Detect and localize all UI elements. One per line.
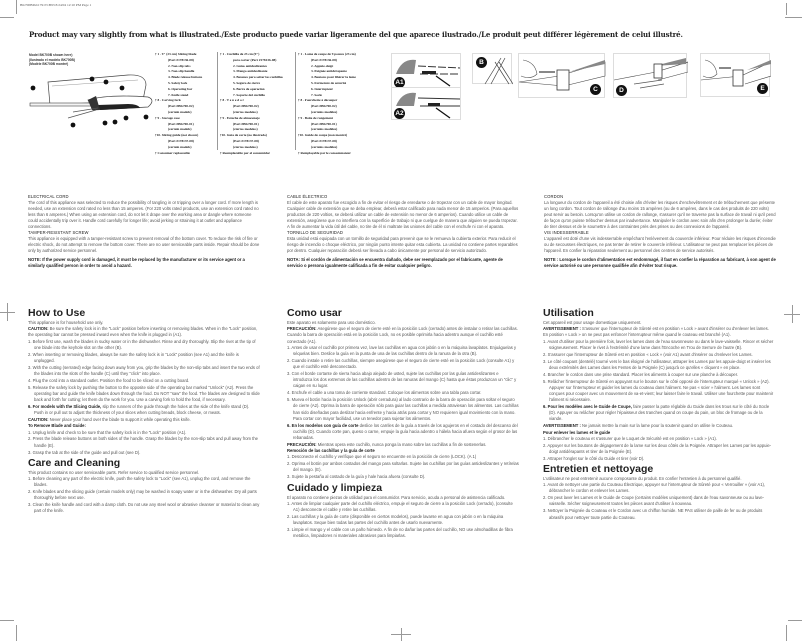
- part-item: (Part #178137-08): [233, 138, 259, 143]
- step: 4. Enchufe el cable a una toma de corriente standard. Coloque los alimentos sobre una tabla para cortar.: [287, 390, 482, 396]
- care-steps: [543, 482, 775, 521]
- caution-text: Be sure the safety lock is in the "Lock" position before inserting or removing blades. When in the "Lock" position, the operating bar cannot be pressed inward even when the knife is plugged in (A1).: [28, 326, 258, 338]
- section-heading: ELECTRICAL CORD: [28, 194, 69, 199]
- part-item: (ciertos modelos): [233, 144, 258, 149]
- figure-a1: [391, 53, 461, 88]
- paragraph: This appliance is equipped with a tamper-resistant screw to prevent removal of the bottom cover. To reduce the risk of fire or electric shock, do not attempt to remove the bottom cover. There are no user serviceable parts inside. Repair should be done only by authorized service personnel.: [28, 236, 260, 253]
- caution: [543, 326, 775, 338]
- heading-how-to-use: How to Use: [28, 307, 86, 319]
- paragraph: El cable de este aparato fue escogido a fin de evitar el riesgo de enredarse o de tropezar con un cable de mayor longitud. Cualquier cable de extensión que se deba emplear, deberá estar calificado para nada menor de 15 amperios. (Para aquellos productos de 220 voltios, se deberá utilizar un cable de extensión no menor de 6 amperios). Cuando utilice un cable de extensión, asegúrese que no interfiera con la superficie de trabajo ni que cuelgue de manera que alguien se pueda tropezar. A fin de aumentar la vida útil del cable, no tire de él ni maltrate las uniones del cable con el enchufe ni con el aparato.: [287, 200, 519, 229]
- step: 3. Con el borde cortante de sierra hacia abajo alejado de usted, sujete las cuchillas por las guías antideslizantes e introduzca los dos extremos de las cuchillas adentro de las ranuras del mango (C) hasta que éstas produzcan un "clic" y caigan en su lugar.: [287, 371, 517, 389]
- caution-label: PRECAUCIÓN:: [287, 441, 317, 447]
- step-label: 6. Pour les modèles avec le Guide de Coupe,: [543, 404, 632, 410]
- part-item: (Part #BK700-02): [233, 104, 259, 109]
- heading-how-to-use: Utilisation: [543, 307, 594, 319]
- step: 1. Avant de nettoyer une partie du Couteau Électrique, appuyer sur l'interrupteur de Sûreté pour « Verrouiller » (voir A1), débrancher le cordon et enlever les Lames.: [543, 482, 766, 494]
- step: [543, 404, 775, 423]
- step: 2. Appuyer sur les boutons de dégagement de la lame sur les deux côtés de la Poignée. Attraper les Lames par les appuie-doigt antidérapants et tirer de la Poignée (E).: [543, 442, 772, 454]
- registration-mark: [0, 312, 15, 313]
- heading-how-to-use: Como usar: [287, 307, 342, 319]
- page-title: Product may vary slightly from what is illustrated./Este producto puede variar ligeramente del que aparece ilustrado./Le produit peut différer légèrement de celui illustré.: [29, 30, 683, 39]
- heading-care: Care and Cleaning: [28, 456, 121, 469]
- step: 1. Débrancher le couteau et s'assurer que le Loquet de Sécurité est en position « Lock » (A1).: [543, 435, 717, 441]
- part-item: † 1 . 9" (23 cm) Slicing blade: [155, 52, 197, 56]
- step-label: 6. En los modelos con guía de corte: [287, 422, 359, 428]
- part-item: (ciertos modelos): [233, 127, 258, 132]
- step-text: deslice los carriles de la guía a través de los agujeros en el costado del descanso del cuchillo (D). Cuando corte pan, queso o carne, empuje la guía hacia adentro o hálela hacia afuera según el grosor de las rebanadas.: [293, 422, 518, 441]
- part-item: † Consumer replaceable: [155, 150, 190, 155]
- note: NOTA: Si el cordón de alimentación se encuentra dañado, debe ser reemplazado por el fabricante, agente de servicio o persona igualmente calificada a fin de evitar cualquier peligro.: [287, 257, 503, 268]
- section-es: [287, 306, 519, 540]
- step: 3. Limpie el mango y el cable con un paño húmedo. A fin de no dañar las partes del cuchillo, NO use almohadillas de fibra metálica, limpiadores ni materiales abrasivos para limpiarlas.: [287, 526, 513, 539]
- paragraph: El aparato no contiene piezas de utilidad para el consumidor. Para servicio, acuda a personal de asistencia calificado.: [287, 494, 506, 500]
- part-item: 7. Socle: [311, 92, 322, 97]
- part-item: (ciertos modelos): [233, 109, 258, 114]
- crop-mark: [16, 0, 17, 14]
- section-heading: TAMPER-RESISTANT SCREW: [28, 230, 89, 235]
- part-item: † 9 . Boîte de rangement: [298, 115, 334, 120]
- subheading: To Remove Blade and Guide:: [28, 423, 86, 429]
- part-item: (Part #BK700-01): [233, 121, 259, 126]
- part-item: 7. Knife stand: [168, 92, 189, 97]
- parts-list-es: [220, 52, 283, 156]
- crop-mark: [788, 620, 802, 621]
- step: 4. Brancher le cordon dans une prise standard. Placer les aliments à couper sur une planche à découper.: [543, 371, 739, 377]
- section-fr: [543, 306, 775, 521]
- part-item: † 9 . Storage case: [155, 115, 180, 120]
- part-item: (Part #BK700-01): [168, 121, 194, 126]
- part-item: 4. Blade release buttons: [168, 75, 203, 80]
- part-item: (certains modèles): [311, 144, 338, 149]
- registration-mark: [391, 634, 411, 635]
- section-heading: CABLE ÉLECTRICO: [287, 194, 328, 199]
- part-item: 2. Guías antideslizantes: [233, 63, 268, 68]
- step-text: slip the runners of the guide through the holes at the side of the knife stand (D). Push in or pull out to adjust the thickness of your slices when cutting breads, block cheese, or meats.: [34, 404, 250, 416]
- part-item: †10. Guía de corte (no ilustrado): [220, 133, 267, 138]
- parts-list-en: [155, 52, 202, 156]
- part-item: (Part #178136-08): [311, 57, 337, 62]
- caution-text: Never place your hand over the blade to support it while operating this knife.: [48, 417, 191, 423]
- subheading: Remoción de las cuchillas y la guía de corte: [287, 448, 375, 454]
- figure-label: D: [616, 85, 627, 96]
- section-heading: CORDON: [544, 194, 564, 199]
- caution-label: AVERTISSEMENT :: [543, 326, 581, 332]
- section-heading: TORNILLO DE SEGURIDAD: [287, 230, 344, 235]
- part-item: (Part #BK700-02): [168, 104, 194, 109]
- figure-label: C: [590, 84, 601, 95]
- paragraph: Este aparato es solamente para uso doméstico.: [287, 320, 376, 325]
- step: 1. Antes de usar el cuchillo por primera vez, lave las cuchillas en agua con jabón o en la máquina lavaplatos. Enjuáguelas y séquelas bien. Deslice la guía en la punta de una de las cuchillas dentro de la ranura de la otra (B).: [287, 344, 517, 357]
- steps-list: [28, 339, 260, 417]
- part-item: (Part #178137-08): [311, 138, 337, 143]
- caution-text: S'assurer que l'interrupteur de Sûreté est en position « Lock » avant d'insérer ou d'enlever les lames. En position « Lock » on ne peut pas enfoncer l'interrupteur même quand le couteau est branché (A1).: [543, 326, 769, 338]
- step: 2. Oprima el botón por ambos costados del mango para soltarlas. Sujete las cuchillas por las guías antideslizantes y retírelas del mango. (E).: [287, 461, 519, 473]
- step: 2. Press the blade release buttons on both sides of the handle. Grasp the blades by the non-slip tabs and pull away from the handle (E).: [28, 436, 258, 448]
- step: 1. Desconecte el cuchillo y verifique que el seguro se encuentre en la posición de cierre (LOCK). (A 1): [287, 454, 477, 460]
- part-item: 7. Soporte del cuchillo: [233, 92, 266, 97]
- step: 2. When inserting or removing blades, always be sure the safety lock is in "Lock" position (see A1) and the knife is unplugged.: [28, 351, 239, 363]
- steps-list: [287, 345, 519, 441]
- caution-label: CAUTION:: [28, 326, 49, 332]
- part-item: 5. Fermeture de sécurité: [311, 80, 347, 85]
- crop-mark: [0, 620, 14, 621]
- heading-care: Cuidado y limpieza: [287, 481, 383, 494]
- crop-mark: [786, 3, 787, 15]
- part-item: 6. Operating bar: [168, 86, 193, 91]
- step-label: 6. For models with the Slicing Guide,: [28, 404, 102, 410]
- step: 2. Las cuchillas y la guía de corte (disponible en ciertos modelos), puede lavarse en agua con jabón o en la máquina lavaplatos. Seque bien todas las partes del cuchillo antes de usarlo nuevamente.: [287, 513, 504, 526]
- figure-b: [472, 53, 512, 84]
- remove-steps: [287, 454, 519, 480]
- care-steps: [28, 476, 260, 515]
- figure-e: [700, 53, 770, 97]
- figure-label: A1: [395, 79, 404, 86]
- step: 1. Unplug knife and check to be sure that the safety lock is in the "Lock" position (A1).: [28, 429, 187, 435]
- part-item: † 8 . T e n e d o r: [220, 98, 244, 103]
- paragraph: Cet appareil est pour usage domestique uniquement.: [543, 320, 642, 325]
- step: 3. Nettoyer la Poignée du Couteau et le Cordon avec un chiffon humide. NE PAS utiliser de paille de fer ou de produits abrasifs pour nettoyer toute partie du Couteau.: [543, 508, 763, 520]
- part-item: †10. Guide de coupe (non montré): [298, 133, 348, 138]
- part-item: 5. Seguro de cierre: [233, 80, 260, 85]
- paragraph: This appliance is for household use only.: [28, 320, 104, 325]
- step: 1. Antes de limpiar cualquier parte del cuchillo eléctrico, empuje el seguro de cierre a la posición Lock (cerrado), (consulte A1) desconecte el cable y retire las cuchillas.: [287, 500, 513, 512]
- step: [287, 423, 519, 442]
- step: 1. Avant d'utiliser pour la première fois, laver les lames dans de l'eau savonneuse ou dans le lave-vaisselle. Rincer et sécher soigneusement. Placer le rivet à l'extrémité d'une lame dans l'Encoche en Trou de Serrure de l'autre (B).: [543, 338, 774, 350]
- model-note-line: Model BK700B shown here): [29, 53, 73, 57]
- note: NOTE : Lorsque le cordon d'alimentation est endommagé, il faut en confier la réparation au fabricant, à son agent de service autorisé ou une personne qualifiée afin d'éviter tout risque.: [544, 257, 776, 268]
- part-item: † 8 . Fourchette à découper: [298, 98, 338, 103]
- paragraph: La longueur du cordon de l'appareil a été choisie afin d'éviter les risques d'enchevêtrement et de trébuchement que présente un long cordon. Tout cordon de rallonge d'au moins 15 ampères (ou de 6 ampères, dans le cas des produits de 220 volts) peut servir au besoin. Lorsqu'on utilise un cordon de rallonge, s'assurer qu'il ne traverse pas la surface de travail ni qu'il pend de façon qu'on puisse trébucher dessus par inadvertance. Manipuler le cordon avec soin afin d'en prolonger la durée; éviter de tirer dessus et de le soumettre à des contraintes près des prises ou des connexions de l'appareil.: [544, 200, 776, 229]
- model-note-line: (Modèle BK700B montré): [29, 62, 69, 66]
- figure-label: E: [757, 83, 768, 94]
- registration-mark: [784, 314, 800, 315]
- step: 2. On peut laver les Lames et le Guide de Coupe (certains modèles uniquement) dans de l'eau savonneuse ou au lave-vaisselle. Sécher soigneusement toutes les pièces avant d'utiliser à nouveau.: [543, 495, 765, 507]
- step: 3. Le côté coupant (dentelé) tourné vers le bas éloigné de l'utilisateur, attraper les Lames par les appuie-doigt et insérer les deux extrémités des Lames dans les Fentes de la Poignée (C) jusqu'à ce qu'elles « cliquent » en place.: [543, 358, 771, 370]
- part-item: † 9 . Estuche de almacenaje: [220, 115, 260, 120]
- parts-list-fr: [298, 52, 356, 156]
- step: 3. Attraper l'onglet sur le côté du Guide et tirer (voir D).: [543, 455, 645, 461]
- part-item: (Part #BK700-01): [311, 121, 337, 126]
- part-item: 3. Poignée antidérapante: [311, 69, 347, 74]
- cord-section-en: [28, 194, 260, 269]
- part-item: † 8 . Carving fork: [155, 98, 181, 103]
- step: 5. Mueva el botón hacia la posición Unlock (abrir cerradura) al lado contrario de la barra de operación para soltar el seguro de cierre (A2). Oprima la barra de operación sólo para guiar las cuchillas a medida atraviesan los alimentos. Las cuchillas han sido diseñadas para deslizar hacia enfrente y hacia atrás para cortar y NO requieren igual movimiento con la mano. Para cortar con mayor facilidad, use un tenedor para sujetar los alimentos.: [287, 397, 519, 421]
- part-item: para cortar (Part #178136-08): [233, 57, 277, 62]
- part-item: 6. Barra de operación: [233, 86, 265, 91]
- caution-text: Asegúrese que el seguro de cierre esté en la posición Lock (cerrado) antes de instalar o retirar las cuchillas. Cuando la barra de operación está en la posición Lock, no es posible oprimirla hacia adentro aunque el cuchillo esté conectado (A1).: [287, 326, 518, 344]
- caution-text: Mientras opera este cuchillo, nunca ponga la mano sobre las cuchillas a fin de sostenerlas.: [316, 441, 487, 447]
- part-item: † 1 . Cuchilla de 23 cm (9"): [220, 52, 260, 56]
- step: 3. With the cutting (serrated) edge facing down away from you, grip the blades by the non-slip tabs and insert the two ends of the blades into the slots of the handle (C) until they "click" into place.: [28, 364, 260, 376]
- part-item: (Part #178136-08): [168, 57, 194, 62]
- divider: [217, 52, 218, 150]
- crop-mark: [0, 17, 14, 18]
- crop-mark: [16, 625, 17, 641]
- steps-list: [543, 339, 775, 423]
- part-item: (Part #BK700-02): [311, 104, 337, 109]
- caution: [287, 326, 519, 345]
- part-item: 2. Appuie-doigt: [311, 63, 334, 68]
- figure-c: [518, 53, 605, 98]
- step: 3. Grasp the tab at the side of the guide and pull out (see D).: [28, 449, 141, 455]
- part-item: 2. Non-slip tabs: [168, 63, 191, 68]
- crop-mark: [786, 625, 787, 641]
- figure-a2: [391, 87, 461, 120]
- part-item: (certain models): [168, 109, 192, 114]
- part-item: (certain models): [168, 127, 192, 132]
- figure-d: [613, 53, 687, 98]
- caution-label: CAUTION:: [28, 417, 49, 423]
- divider: [295, 52, 296, 150]
- heading-care: Entretien et nettoyage: [543, 462, 654, 475]
- print-header: BK700BPub1791T1B93 8/24/04 12:10 PM Page 1: [20, 3, 92, 7]
- step: 3. Sujete la pestaña al costado de la guía y hale hacia afuera (consulte D).: [287, 474, 426, 480]
- step: 2. Cuando instale o retire las cuchillas, siempre asegúrese que el seguro de cierre esté en la posición Lock (consulte A1) y que el cuchillo esté desconectado.: [287, 357, 515, 370]
- subheading: Pour enlever les lames et le guide: [543, 429, 611, 435]
- part-item: 3. Non-slip handle: [168, 69, 195, 74]
- part-item: 5. Safety lock: [168, 80, 188, 85]
- part-item: (certains modèles): [311, 109, 338, 114]
- step: 1. Before cleaning any part of the electric knife, push the safety lock to "Lock" (see A1), unplug the cord, and remove the blades.: [28, 475, 251, 488]
- crop-mark: [785, 17, 802, 18]
- part-item: 4. Botones para soltar las cuchillas: [233, 75, 283, 80]
- step-text: faire passer la patte réglable du Guide dans les trous sur le côté du Socle (D). Appuyer ou relâcher pour régler l'épaisseur des tranches quand on coupe du pain, un bloc de fromage ou de la viande.: [549, 404, 770, 422]
- caution-label: AVERTISSEMENT :: [543, 423, 581, 429]
- part-item: 3. Mango antideslizante: [233, 69, 268, 74]
- cord-section-es: [287, 194, 519, 269]
- paragraph: L'appareil est doté d'une vis indesserrable empêchant l'enlèvement du couvercle inférieur. Pour réduire les risques d'incendie ou de secousses électriques, ne pas tenter de retirer le couvercle inférieur. L'utilisateur ne peut pas remplacer les pièces de l'appareil. En confier la réparation seulement au personnel des centres de service autorisés.: [544, 236, 776, 253]
- part-item: 6. Interrupteur: [311, 86, 334, 91]
- step: 2. Knife blades and the slicing guide (certain models only) may be washed in soapy water or in the dishwasher. Dry all parts thoroughly before next use.: [28, 489, 257, 501]
- step: 4. Plug the cord into a standard outlet. Position the food to be sliced on a cutting board.: [28, 377, 190, 383]
- remove-steps: [543, 436, 775, 462]
- step: 5. Relâcher l'interrupteur de Sûreté en appuyant sur le bouton sur le côté opposé de l'interrupteur marqué « Unlock » (A2). Appuyer sur l'interrupteur et guider les lames du couteau dans l'aliment. Ne pas « scier » l'aliment. Les lames sont conçues pour couper avec un mouvement de va-et-vient; leur laisser faire le travail. Utiliser une fourchette pour maintenir l'aliment si nécessaire.: [543, 378, 774, 403]
- figure-label: A2: [395, 110, 404, 117]
- part-item: † Remplaçable par le consommateur: [298, 150, 351, 155]
- model-note-line: (Ilustrado el modelo BK700B): [29, 57, 75, 62]
- paragraph: Esta unidad está equipada con un tornillo de seguridad para prevenir que se le remueva la cubierta exterior. Para reducir el riesgo de incendio o choque eléctrico, por ningún punto intente quitar esta cubierta. La unidad no contiene partes reparables por dentro. Cualquier reparación deberá ser llevada a cabo únicamente por personal de servicio autorizado.: [287, 236, 518, 253]
- caution-text: Ne jamais mettre la main sur la lame pour la soutenir quand on utilise le Couteau.: [580, 423, 734, 429]
- caution: [28, 326, 260, 338]
- part-item: †10. Slicing guide (not shown): [155, 133, 199, 138]
- care-steps: [287, 501, 519, 540]
- caution-label: PRECAUCIÓN:: [287, 326, 317, 332]
- part-item: (Part #178137-08): [168, 138, 194, 143]
- step: 1. Before first use, wash the blades in sudsy water or in the dishwasher. Rinse and dry thoroughly. Slip the rivet at the tip of one blade into the keyhole slot on the other (B).: [28, 338, 256, 350]
- cord-section-fr: [544, 194, 776, 269]
- section-heading: VIS INDESSERRABLE: [544, 230, 589, 235]
- step: [28, 404, 260, 416]
- part-item: 4. Boutons pour libérer la lame: [311, 75, 356, 80]
- paragraph: This product contains no user serviceable parts. Refer service to qualified service personnel.: [28, 469, 200, 475]
- part-item: † Reemplazable por el consumidor: [220, 150, 271, 155]
- note: NOTE: If the power supply cord is damaged, it must be replaced by the manufacturer or its service agent or a similarly qualified person in order to avoid a hazard.: [28, 257, 245, 268]
- paragraph: L'utilisateur ne peut entretenir aucune composante du produit. En confier l'entretien à du personnel qualifié.: [543, 475, 742, 481]
- paragraph: The cord of this appliance was selected to reduce the possibility of tangling in or tripping over a longer cord. If more length is needed, use an extension cord rated no less than 15 amperes. (For 220 volts rated products, use an extension cord rated no less than 6 amperes.) When using an extension cord, do not let it drape over the working area or dangle where someone could accidentally trip over it. Handle cord carefully for longer life; avoid jerking or straining it at outlet and appliance connections.: [28, 200, 259, 229]
- part-item: (certains modèles): [311, 127, 338, 132]
- part-item: (certain models): [168, 144, 192, 149]
- section-en: [28, 306, 260, 515]
- step: 3. Clean the knife handle and cord with a damp cloth. Do not use any steel wool or abrasive cleanser or material to clean any part of the knife.: [28, 502, 260, 514]
- step: 2. S'assurer que l'interrupteur de Sûreté est en position « Lock » (voir A1) avant d'insérer ou d'enlever les Lames.: [543, 351, 753, 357]
- part-item: † 1 . Lame de coupe de 9 pouces (23 cm): [298, 52, 356, 56]
- figure-label: B: [476, 57, 487, 68]
- step: 5. Release the safety lock by pushing the button to the opposite side of the operating bar marked "Unlock" (A2). Press the operating bar and guide the knife blades down through the food. Do NOT "saw" the food. The blades are designed to slide back and forth for cutting; let them do the work for you. Use a carving fork to hold the food, if necessary.: [28, 384, 260, 403]
- remove-steps: [28, 430, 260, 456]
